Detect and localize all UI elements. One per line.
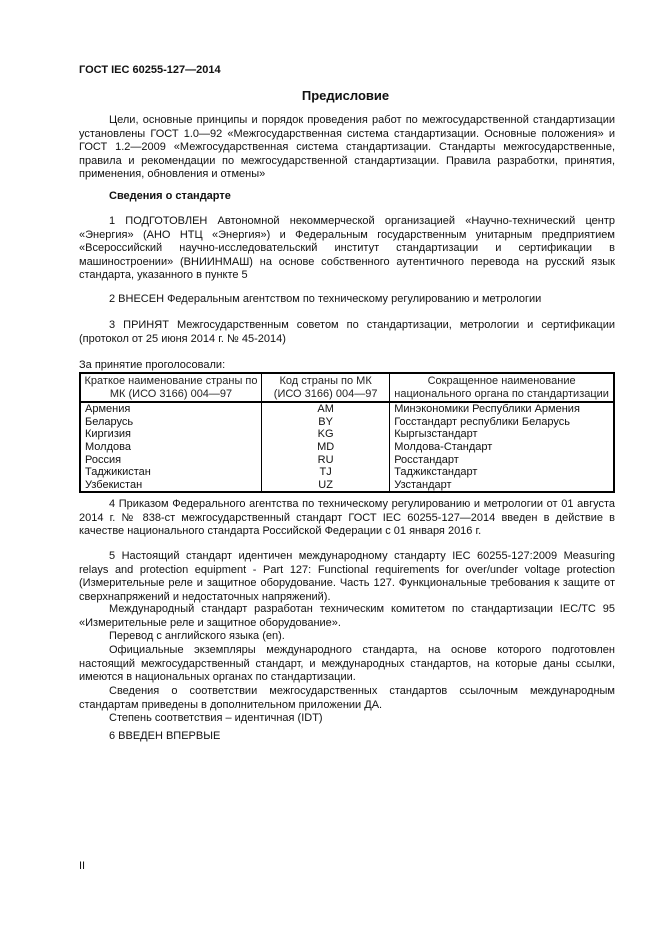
country-name: Армения [80,402,262,416]
item-5: 5 Настоящий стандарт идентичен международному стандарту IEC 60255-127:2009 Measuring relays and protection equipment - Part 127: Functional requirements for over/under voltage protection (Измерительные реле и защитное оборудование. Часть 127. Функциональные требования к защите от сверхнапряжений и недостаточных напряжений). [79,550,615,603]
country-name: Россия [80,454,262,467]
standards-body: Росстандарт [390,454,614,467]
item-5-degree: Степень соответствия – идентичная (IDT) [109,712,323,724]
item-2: 2 ВНЕСЕН Федеральным агентством по техническому регулированию и метрологии [109,293,542,305]
table-row [80,441,614,454]
column-header: Сокращенное наименование национального органа по стандартизации [390,373,614,402]
country-code: RU [262,454,390,467]
standards-body: Госстандарт республики Беларусь [390,416,614,429]
item-4: 4 Приказом Федерального агентства по техническому регулированию и метрологии от 01 августа 2014 г. № 838-ст межгосударственный стандарт ГОСТ IEC 60255-127—2014 введен в действие в качестве национального стандарта Российской Федерации с 01 января 2016 г. [79,498,615,538]
column-header: Краткое наименование страны по МК (ИСО 3166) 004—97 [80,373,262,402]
country-code: KG [262,428,390,441]
standards-body: Минэкономики Республики Армения [390,402,614,416]
item-5-official-copies: Официальные экземпляры международного стандарта, на основе которого подготовлен настоящий межгосударственный стандарт, и международных стандартов, на которые даны ссылки, имеются в национальных органах по стандартизации. [79,644,615,684]
column-header: Код страны по МК (ИСО 3166) 004—97 [262,373,390,402]
table-header-row [80,373,614,402]
table-row [80,479,614,493]
country-code: MD [262,441,390,454]
standards-body: Кыргызстандарт [390,428,614,441]
section-heading: Сведения о стандарте [109,190,231,202]
table-row [80,454,614,467]
intro-paragraph: Цели, основные принципы и порядок проведения работ по межгосударственной стандартизации установлены ГОСТ 1.0—92 «Межгосударственная система стандартизации. Основные положения» и ГОСТ 1.2—2009 «Межгосударственная система стандартизации. Стандарты межгосударственные, правила и рекомендации по межгосударственной стандартизации. Правила разработки, принятия, применения, обновления и отмены» [79,114,615,181]
voted-label: За принятие проголосовали: [79,359,226,371]
item-5-translation: Перевод с английского языка (en). [109,630,285,642]
table-row [80,428,614,441]
item-5-conformity: Сведения о соответствии межгосударственных стандартов ссылочным международным стандартам приведены в дополнительном приложении ДА. [79,685,615,711]
document-header: ГОСТ IEC 60255-127—2014 [79,64,221,76]
country-code: TJ [262,466,390,479]
table-row [80,402,614,416]
table-row [80,416,614,429]
country-name: Молдова [80,441,262,454]
country-code: BY [262,416,390,429]
country-code: AM [262,402,390,416]
standards-body: Узстандарт [390,479,614,493]
country-name: Таджикистан [80,466,262,479]
item-3: 3 ПРИНЯТ Межгосударственным советом по стандартизации, метрологии и сертификации (протокол от 25 июня 2014 г. № 45-2014) [79,319,615,345]
voting-table [79,372,615,493]
country-name: Узбекистан [80,479,262,493]
item-6: 6 ВВЕДЕН ВПЕРВЫЕ [109,730,221,742]
country-code: UZ [262,479,390,493]
country-name: Беларусь [80,416,262,429]
page-number: II [79,860,86,872]
page-title: Предисловие [301,88,390,103]
standards-body: Таджикстандарт [390,466,614,479]
item-1: 1 ПОДГОТОВЛЕН Автономной некоммерческой организацией «Научно-технический центр «Энергия» (АНО НТЦ «Энергия») и Федеральным государственным унитарным предприятием «Всероссийский научно-исследовательский институт стандартизации и сертификации в машиностроении» (ВНИИНМАШ) на основе собственного аутентичного перевода на русский язык стандарта, указанного в пункте 5 [79,215,615,282]
country-name: Киргизия [80,428,262,441]
item-5-committee: Международный стандарт разработан техническим комитетом по стандартизации IEC/TC 95 «Измерительные реле и защитное оборудование». [79,603,615,629]
standards-body: Молдова-Стандарт [390,441,614,454]
table-row [80,466,614,479]
